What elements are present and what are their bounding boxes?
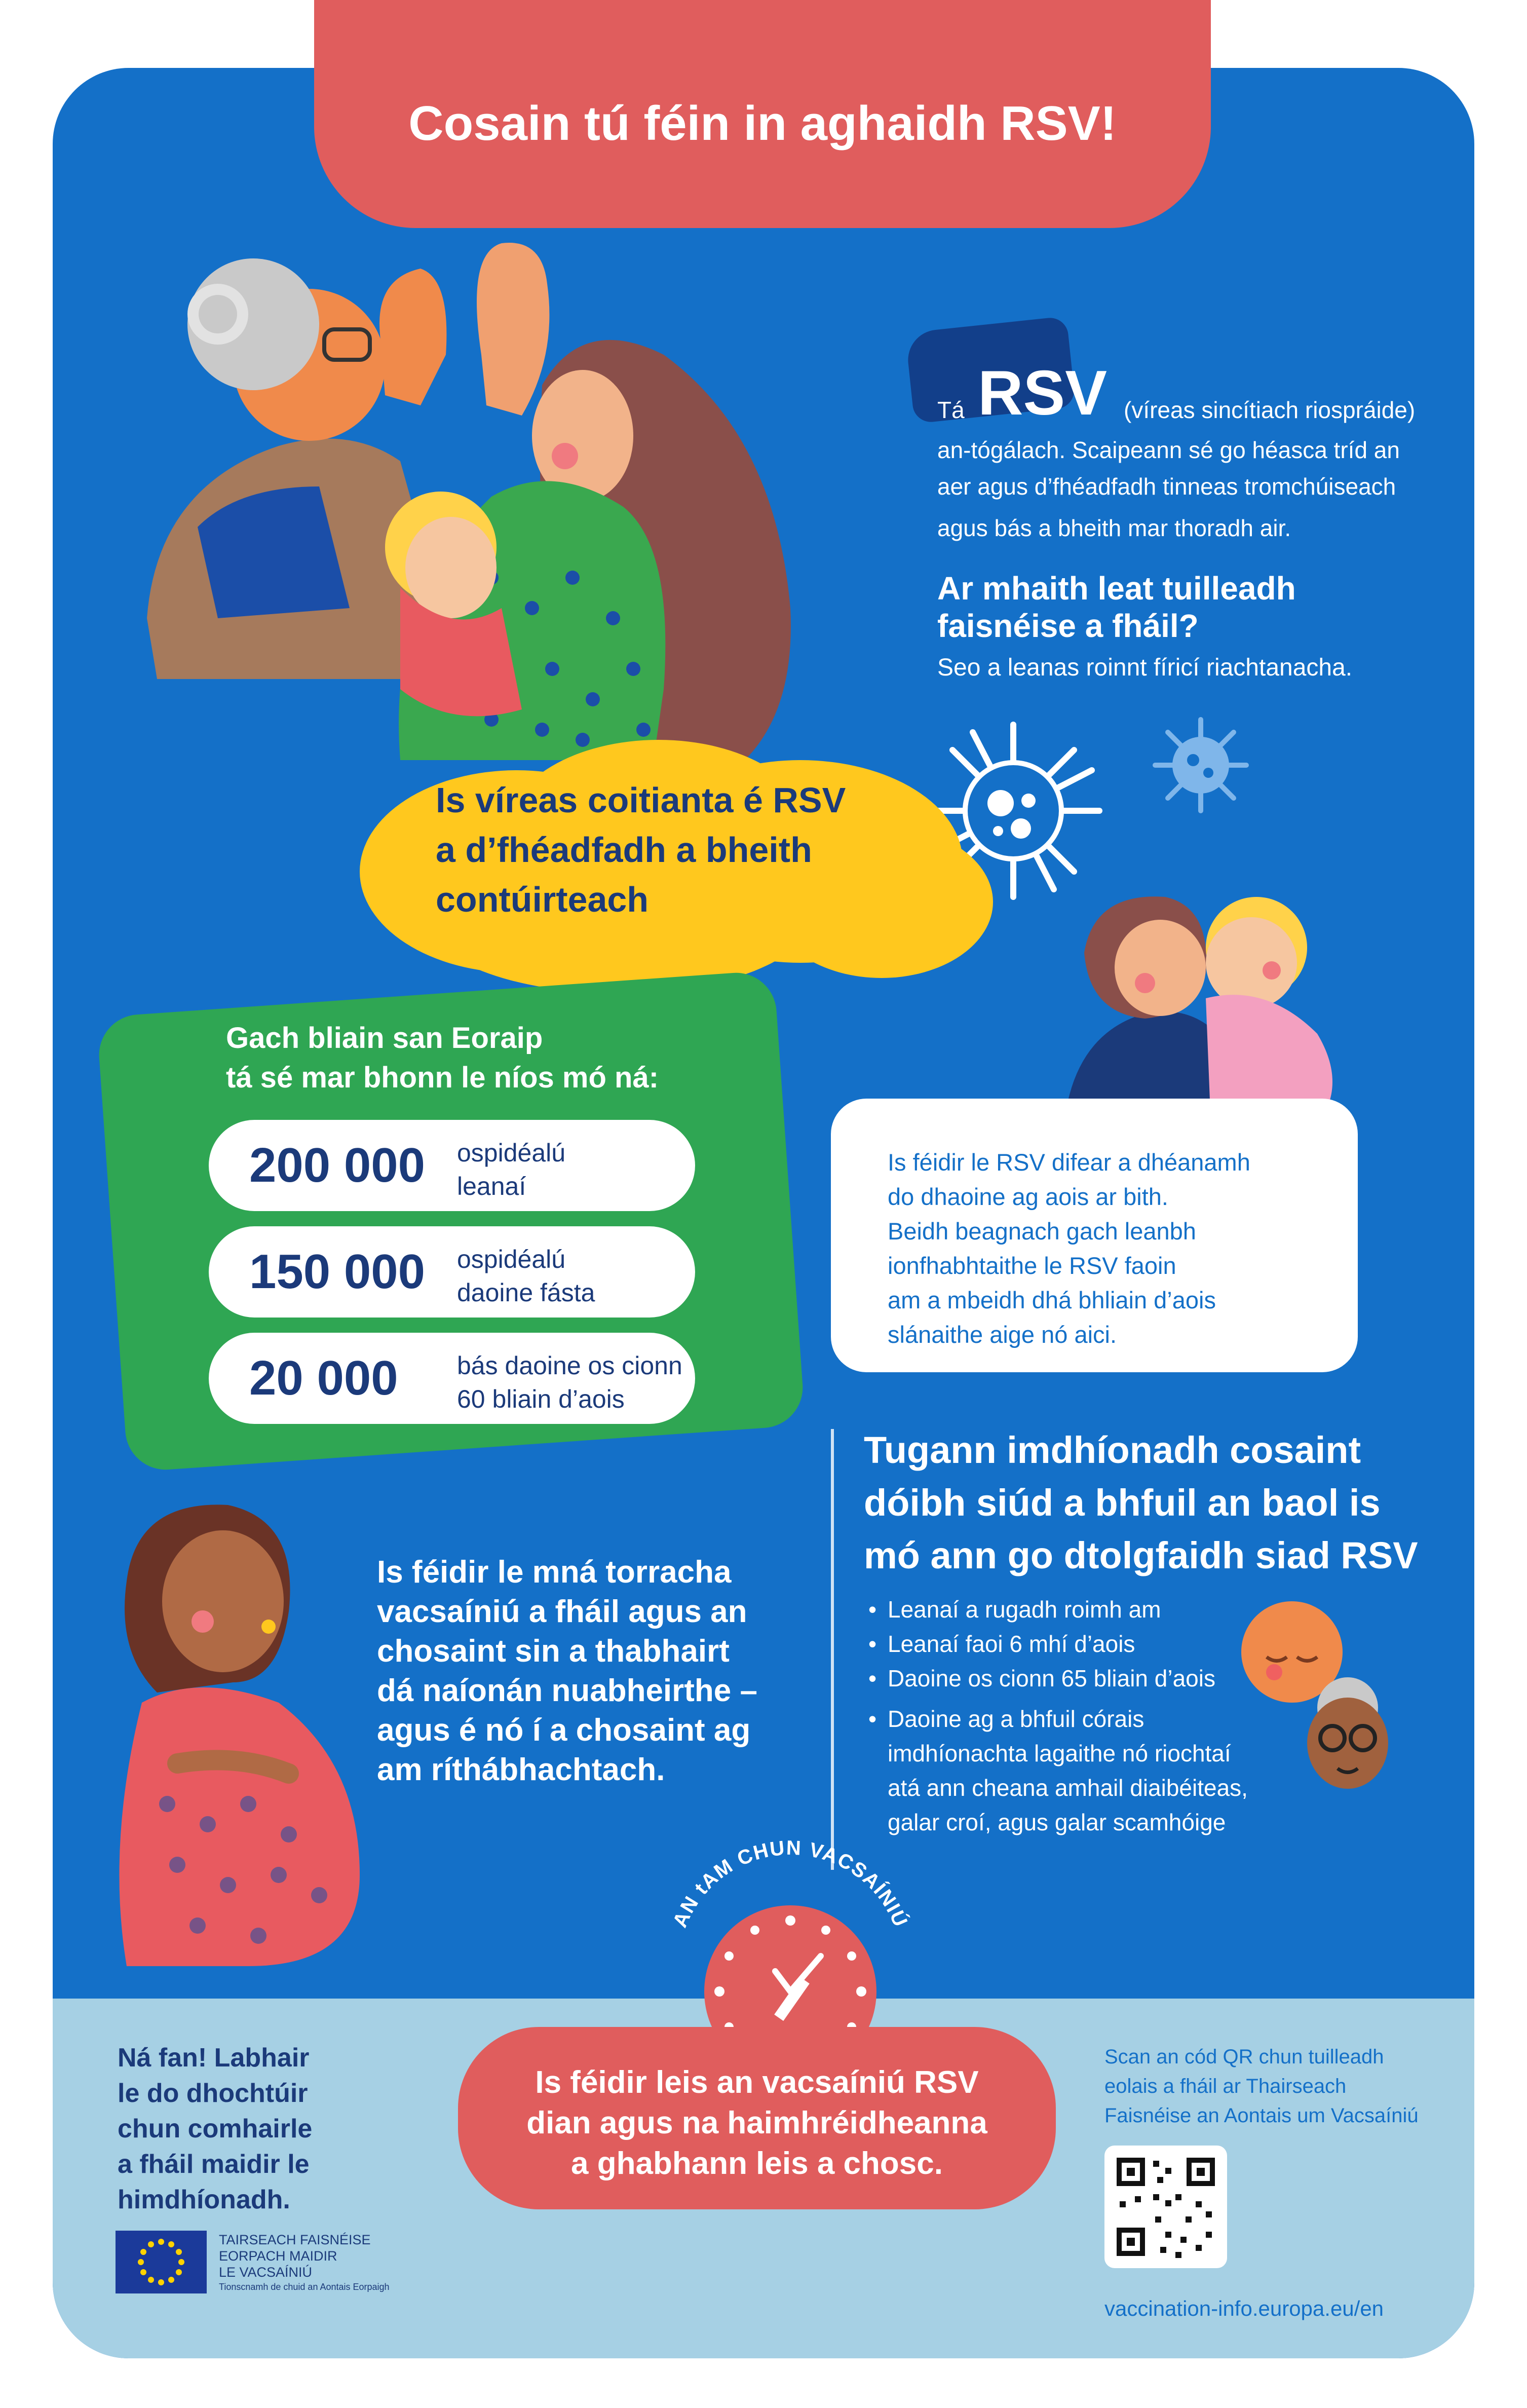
eu-flag-icon [116, 2231, 207, 2293]
more-info-subtext: Seo a leanas roinnt fíricí riachtanacha. [937, 654, 1353, 681]
immunisation-list [867, 1592, 1248, 1839]
stat-pill-children [209, 1120, 695, 1211]
small-virus-icon [1150, 714, 1251, 816]
qr-code[interactable] [1104, 2146, 1227, 2268]
stat-description: bás daoine os cionn 60 bliain d’aois [457, 1351, 682, 1413]
list-item: • Daoine os cionn 65 bliain d’aois [888, 1661, 1248, 1696]
elderly-person-icon [1297, 1672, 1398, 1794]
more-info-heading: Ar mhaith leat tuilleadh faisnéise a fháil? [937, 570, 1296, 644]
page-title: Cosain tú féin in aghaidh RSV! [408, 96, 1117, 150]
stat-description: ospidéalú daoine fásta [457, 1245, 595, 1307]
stat-pill-deaths [209, 1333, 695, 1424]
family-illustration [137, 223, 907, 770]
stat-number: 20 000 [249, 1351, 398, 1405]
list-item: • Daoine ag a bhfuil córais imdhíonachta lagaithe nó riochtaí atá ann cheana amhail diaibéiteas, galar croí, agus galar scamhóige [888, 1702, 1248, 1839]
pregnant-woman-illustration [96, 1490, 380, 1966]
pregnant-text: Is féidir le mná torracha vacsaíniú a fháil agus an chosaint sin a thabhairt dá naíonán nuabheirthe – agus é nó í a chosaint ag am ríthábhachtach. [377, 1555, 757, 1787]
list-item: • Leanaí faoi 6 mhí d’aois [888, 1627, 1248, 1661]
cloud-text: Is víreas coitianta é RSV a d’fhéadfadh a bheith contúirteach [436, 780, 846, 919]
talk-to-doctor-text: Ná fan! Labhair le do dhochtúir chun comhairle a fháil maidir le himdhíonadh. [118, 2043, 313, 2214]
title-tab [314, 0, 1211, 228]
intro-parenthetical: (víreas sincítiach riospráide) [1124, 397, 1416, 423]
intro-ta: Tá [937, 397, 965, 423]
stat-pill-adults [209, 1226, 695, 1318]
mother-child-illustration [1044, 882, 1368, 1125]
intro-text: an-tógálach. Scaipeann sé go héasca tríd an aer agus d’fhéadfadh tinneas tromchúiseach agus bás a bheith mar thoradh air. [937, 437, 1400, 541]
list-item: • Leanaí a rugadh roimh am [888, 1592, 1248, 1627]
qr-instructions: Scan an cód QR chun tuilleadh eolais a fháil ar Thairseach Faisnéise an Aontais um Vacsaíniú [1104, 2046, 1419, 2127]
intro-rsv: RSV [978, 358, 1107, 428]
qr-code-icon [1104, 2146, 1227, 2268]
clock-arc-text: AN tAM CHUN VACSAÍNIÚ [668, 1836, 912, 1931]
eu-logo-text: TAIRSEACH FAISNÉISE EORPACH MAIDIR LE VACSAÍNIÚ Tionscnamh de chuid an Aontais Eorpaigh [219, 2232, 390, 2292]
immunisation-heading: Tugann imdhíonadh cosaint dóibh siúd a bhfuil an baol is mó ann go dtolgfaidh siad RSV [864, 1429, 1418, 1576]
stat-number: 200 000 [249, 1138, 426, 1192]
stat-number: 150 000 [249, 1245, 426, 1299]
section-divider [831, 1429, 834, 1870]
stat-description: ospidéalú leanaí [457, 1139, 566, 1200]
europe-heading: Gach bliain san Eoraip tá sé mar bhonn le níos mó ná: [226, 1022, 659, 1094]
any-age-text: Is féidir le RSV difear a dhéanamh do dhaoine ag aois ar bith. Beidh beagnach gach leanbh ionfhabhtaithe le RSV faoin am a mbeidh dhá bhliain d’aois slánaithe aige nó aici. [888, 1149, 1250, 1348]
vaccine-message-text: Is féidir leis an vacsaíniú RSV dian agus na haimhréidheanna a ghabhann leis a chosc. [526, 2065, 987, 2181]
website-link[interactable]: vaccination-info.europa.eu/en [1104, 2297, 1384, 2320]
